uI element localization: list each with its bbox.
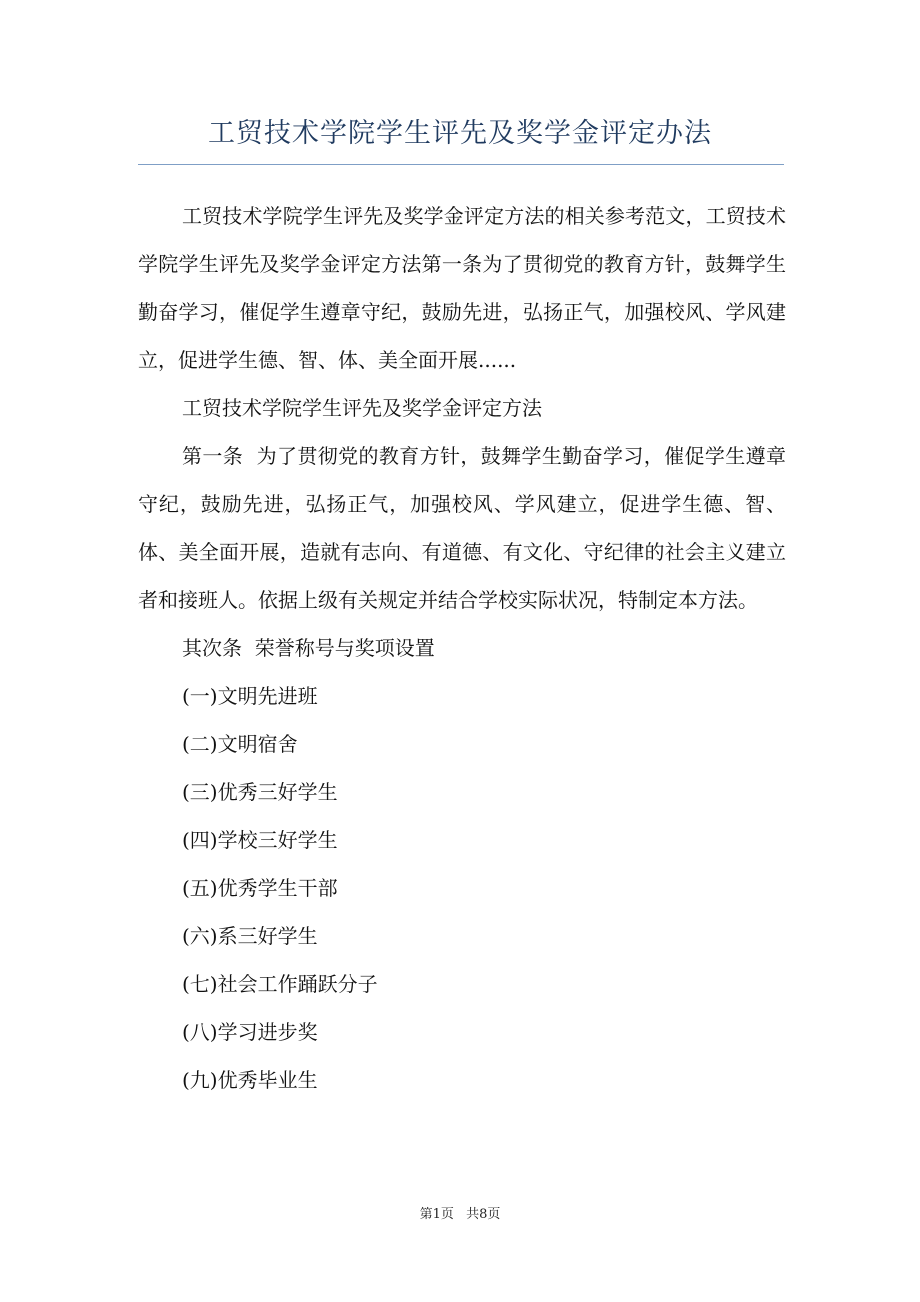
list-item: (七)社会工作踊跃分子 <box>182 972 378 996</box>
list-item: (九)优秀毕业生 <box>182 1068 318 1092</box>
list-item: (六)系三好学生 <box>182 924 318 948</box>
list-item: (一)文明先进班 <box>182 684 318 708</box>
article-1-paragraph: 第一条 为了贯彻党的教育方针，鼓舞学生勤奋学习，催促学生遵章守纪，鼓励先进，弘扬正气，加强校风、学风建立，促进学生德、智、体、美全面开展，造就有志向、有道德、有文化、守纪律的社会主义建立者和接班人。依据上级有关规定并结合学校实际状况，特制定本方法。 <box>138 444 786 612</box>
document-body <box>138 192 786 1104</box>
list-item: (八)学习进步奖 <box>182 1020 318 1044</box>
title-divider <box>138 164 784 165</box>
list-item: (五)优秀学生干部 <box>182 876 338 900</box>
page-footer <box>0 1206 920 1224</box>
subtitle-line: 工贸技术学院学生评先及奖学金评定方法 <box>182 396 542 420</box>
document-title: 工贸技术学院学生评先及奖学金评定办法 <box>208 118 712 149</box>
list-item: (四)学校三好学生 <box>182 828 338 852</box>
list-item: (二)文明宿舍 <box>182 732 298 756</box>
page-number: 第1页 <box>419 1207 454 1222</box>
award-list <box>138 672 786 1104</box>
page-total: 共8页 <box>466 1207 501 1222</box>
article-2-heading: 其次条 荣誉称号与奖项设置 <box>182 636 435 660</box>
list-item: (三)优秀三好学生 <box>182 780 338 804</box>
intro-paragraph: 工贸技术学院学生评先及奖学金评定方法的相关参考范文，工贸技术学院学生评先及奖学金评定方法第一条为了贯彻党的教育方针，鼓舞学生勤奋学习，催促学生遵章守纪，鼓励先进，弘扬正气，加强校风、学风建立，促进学生德、智、体、美全面开展...... <box>138 204 786 372</box>
